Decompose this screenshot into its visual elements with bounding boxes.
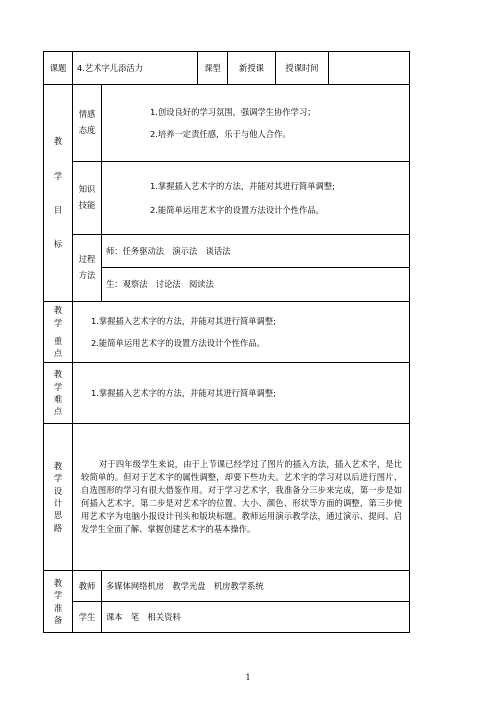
difficulties-label-char: 教 (53, 369, 63, 380)
key-points-label-char: 教 (53, 305, 63, 316)
knowledge-line: 2.能简单运用艺术字的设置方法设计个性作品。 (150, 204, 324, 215)
process-content (102, 235, 410, 302)
knowledge-line: 1.掌握插入艺术字的方法，并能对其进行简单调整; (150, 181, 335, 192)
design-label (44, 424, 73, 571)
page-number: 1 (245, 673, 251, 682)
emotion-content (102, 85, 410, 162)
design-paragraph: 对于四年级学生来说，由于上节课已经学过了图片的插入方法，插入艺术字，是比较简单的。但对于艺术字的属性调整，却要下些功夫。艺术字的学习对以后进行图片、自选图形的学习有很大借鉴作用。对于学习艺术字，我准备分三步来完成，第一步是如何插入艺术字，第二步是对艺术字的位置、大小、颜色、形状等方面的调整，第三步使用艺术字为电脑小报设计刊头和版块标题。教师运用演示教学法，通过演示、提问、启发学生全面了解、掌握创建艺术字的基本操作。 (81, 459, 402, 534)
key-points-label (44, 302, 73, 363)
preparation-label-char: 备 (53, 614, 63, 625)
difficulties-label-char: 点 (53, 406, 63, 417)
objective-emotion-row (44, 85, 410, 162)
process-label-line: 方法 (78, 270, 96, 280)
difficulties-label-char: 难 (53, 394, 63, 404)
key-point-line: 2.能简单运用艺术字的设置方法设计个性作品。 (91, 337, 265, 348)
difficulties-content (73, 363, 410, 424)
prep-student-row (44, 602, 410, 633)
design-row (44, 424, 410, 571)
objective-knowledge-row (44, 162, 410, 235)
emotion-line: 2.培养一定责任感，乐于与他人合作。 (150, 128, 291, 139)
knowledge-label-line: 技能 (78, 200, 96, 210)
time-cell (276, 52, 410, 85)
design-label-char: 路 (53, 522, 63, 533)
objectives-label-char: 教 (53, 136, 63, 147)
objective-process-row (44, 235, 410, 302)
emotion-label-line: 态度 (78, 125, 96, 135)
process-student: 生：观察法 讨论法 阅读法 (106, 279, 214, 289)
objectives-label-char: 学 (53, 170, 63, 181)
key-points-row (44, 302, 410, 363)
preparation-label-char: 学 (53, 590, 63, 601)
type-label: 课型 (198, 52, 228, 85)
prep-teacher-row (44, 571, 410, 602)
knowledge-label-line: 知识 (78, 184, 96, 195)
time-value (329, 52, 410, 84)
design-label-char: 计 (53, 498, 63, 508)
time-label: 授课时间 (276, 52, 329, 84)
preparation-label-char: 准 (53, 602, 63, 613)
prep-student-label: 学生 (73, 602, 102, 633)
preparation-label (44, 571, 73, 633)
key-points-label-char: 点 (53, 348, 63, 359)
lesson-title: 4.艺术字儿添活力 (73, 52, 198, 85)
design-label-char: 思 (53, 510, 63, 521)
process-teacher: 师：任务驱动法 演示法 谈话法 (102, 235, 409, 268)
lesson-label: 课题 (44, 52, 73, 85)
difficulties-row (44, 363, 410, 424)
emotion-label (73, 85, 102, 162)
type-value: 新授课 (228, 52, 276, 85)
emotion-label-line: 情感 (78, 109, 96, 120)
prep-student-value: 课本 笔 相关资料 (102, 602, 410, 633)
objectives-label-char: 目 (53, 205, 63, 215)
design-label-char: 设 (53, 485, 63, 496)
process-label (73, 235, 102, 302)
knowledge-content (102, 162, 410, 235)
lesson-plan-table (43, 51, 410, 633)
difficulties-label (44, 363, 73, 424)
key-points-content (73, 302, 410, 363)
key-point-line: 1.掌握插入艺术字的方法，并能对其进行简单调整; (91, 316, 276, 327)
prep-teacher-value: 多媒体网络机房 教学光盘 机房教学系统 (102, 571, 410, 602)
difficulties-label-char: 学 (53, 381, 63, 392)
key-points-label-char: 重 (53, 336, 63, 346)
difficulty-line: 1.掌握插入艺术字的方法，并能对其进行简单调整; (91, 387, 276, 398)
design-label-char: 学 (53, 473, 63, 484)
design-content (73, 424, 410, 571)
key-points-label-char: 学 (53, 317, 63, 328)
header-row (44, 52, 410, 85)
prep-teacher-label: 教师 (73, 571, 102, 602)
objectives-label (44, 85, 73, 302)
objectives-label-char: 标 (53, 239, 63, 250)
process-label-line: 过程 (78, 254, 96, 265)
preparation-label-char: 教 (53, 577, 63, 588)
time-subtable (276, 52, 409, 84)
knowledge-label (73, 162, 102, 235)
design-label-char: 教 (53, 460, 63, 471)
emotion-line: 1.创设良好的学习氛围，强调学生协作学习； (150, 107, 316, 118)
